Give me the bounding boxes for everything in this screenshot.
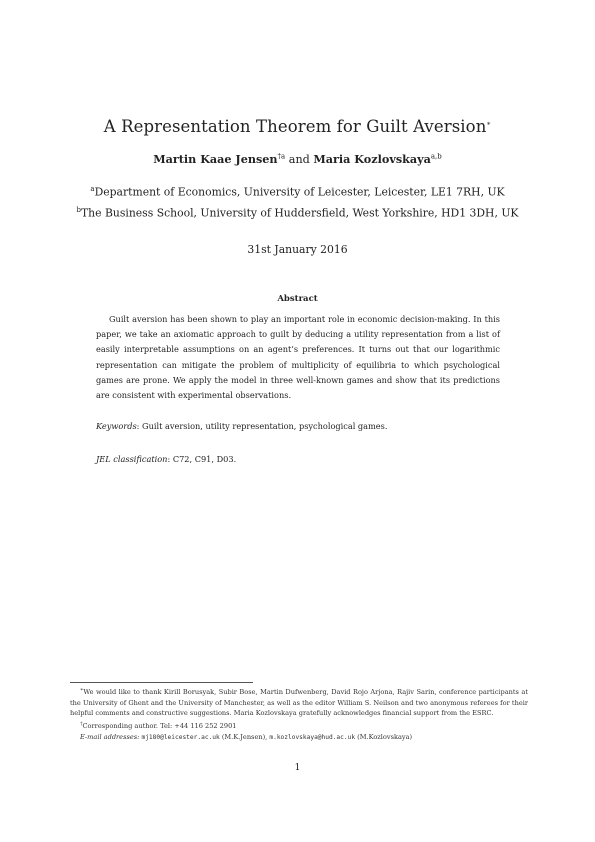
email-owner-jensen: (M.K.Jensen), — [221, 732, 268, 741]
abstract-text: Guilt aversion has been shown to play an important role in economic decision-making. In this paper, we take an axiomatic approach to guilt by deducing a utility representation from a list of easily interpretable assumptions on an agent’s preferences. It turns out that our logarithmic representation can mitigate the problem of multiplicity of equilibria to which psychological games are prone. We apply the model in three well-known games and show that its predictions are consistent with experimental observations. — [96, 314, 500, 401]
footnote-2-mark: † — [80, 720, 83, 727]
abstract-heading: Abstract — [277, 294, 318, 304]
affiliation-b-text: The Business School, University of Huddersfield, West Yorkshire, HD1 3DH, UK — [80, 206, 519, 220]
affiliation-a-text: Department of Economics, University of Leicester, Leicester, LE1 7RH, UK — [94, 185, 505, 199]
title-footnote-mark: ∗ — [486, 119, 492, 128]
jel-label: JEL classification — [96, 454, 168, 464]
author-2: Maria Kozlovskaya — [313, 152, 431, 166]
affiliation-b-mark: b — [76, 206, 81, 214]
email-link-kozlovskaya[interactable]: m.kozlovskaya@hud.ac.uk — [269, 733, 356, 741]
footnote-emails — [70, 732, 528, 744]
jel-text: : C72, C91, D03. — [167, 454, 237, 464]
footnote-2-text: Corresponding author. Tel: +44 116 252 2901 — [82, 722, 237, 731]
keywords-label: Keywords — [96, 421, 137, 431]
footnote-1-text: We would like to thank Kirill Borusyak, Subir Bose, Martin Dufwenberg, David Rojo Arjona, Rajiv Sarin, conference participants at the University of Ghent and the University of Manchester, as well as the editor William S. Neilson and two anonymous referees for their helpful comments and constructive suggestions. Maria Kozlovskaya gratefully acknowledges financial support from the ESRC. — [70, 688, 528, 718]
affiliation-b — [0, 206, 595, 220]
title-text: A Representation Theorem for Guilt Aversion — [103, 117, 487, 136]
email-owner-kozlovskaya: (M.Kozlovskaya) — [357, 732, 413, 741]
email-label: E-mail addresses: — [80, 732, 140, 741]
email-link-jensen[interactable]: mj180@leicester.ac.uk — [141, 733, 220, 741]
paper-title — [0, 117, 595, 136]
footnote-1-mark: ∗ — [80, 687, 84, 693]
author-line — [0, 152, 595, 166]
paper-date: 31st January 2016 — [247, 243, 348, 256]
affiliation-a — [0, 185, 595, 199]
affiliation-a-mark: a — [90, 185, 95, 193]
keywords-text: : Guilt aversion, utility representation, psychological games. — [136, 421, 388, 431]
author-1-mark: †a — [277, 152, 286, 161]
keywords — [96, 421, 500, 431]
footnote-corresponding — [70, 719, 528, 732]
jel-classification — [96, 454, 500, 464]
author-1: Martin Kaae Jensen — [153, 152, 278, 166]
author-2-mark: a,b — [430, 152, 442, 161]
footnotes — [70, 685, 528, 743]
footnote-rule — [70, 682, 253, 683]
footnote-acknowledgements — [70, 685, 528, 719]
author-conjunction: and — [288, 153, 310, 166]
page-number: 1 — [294, 763, 301, 773]
